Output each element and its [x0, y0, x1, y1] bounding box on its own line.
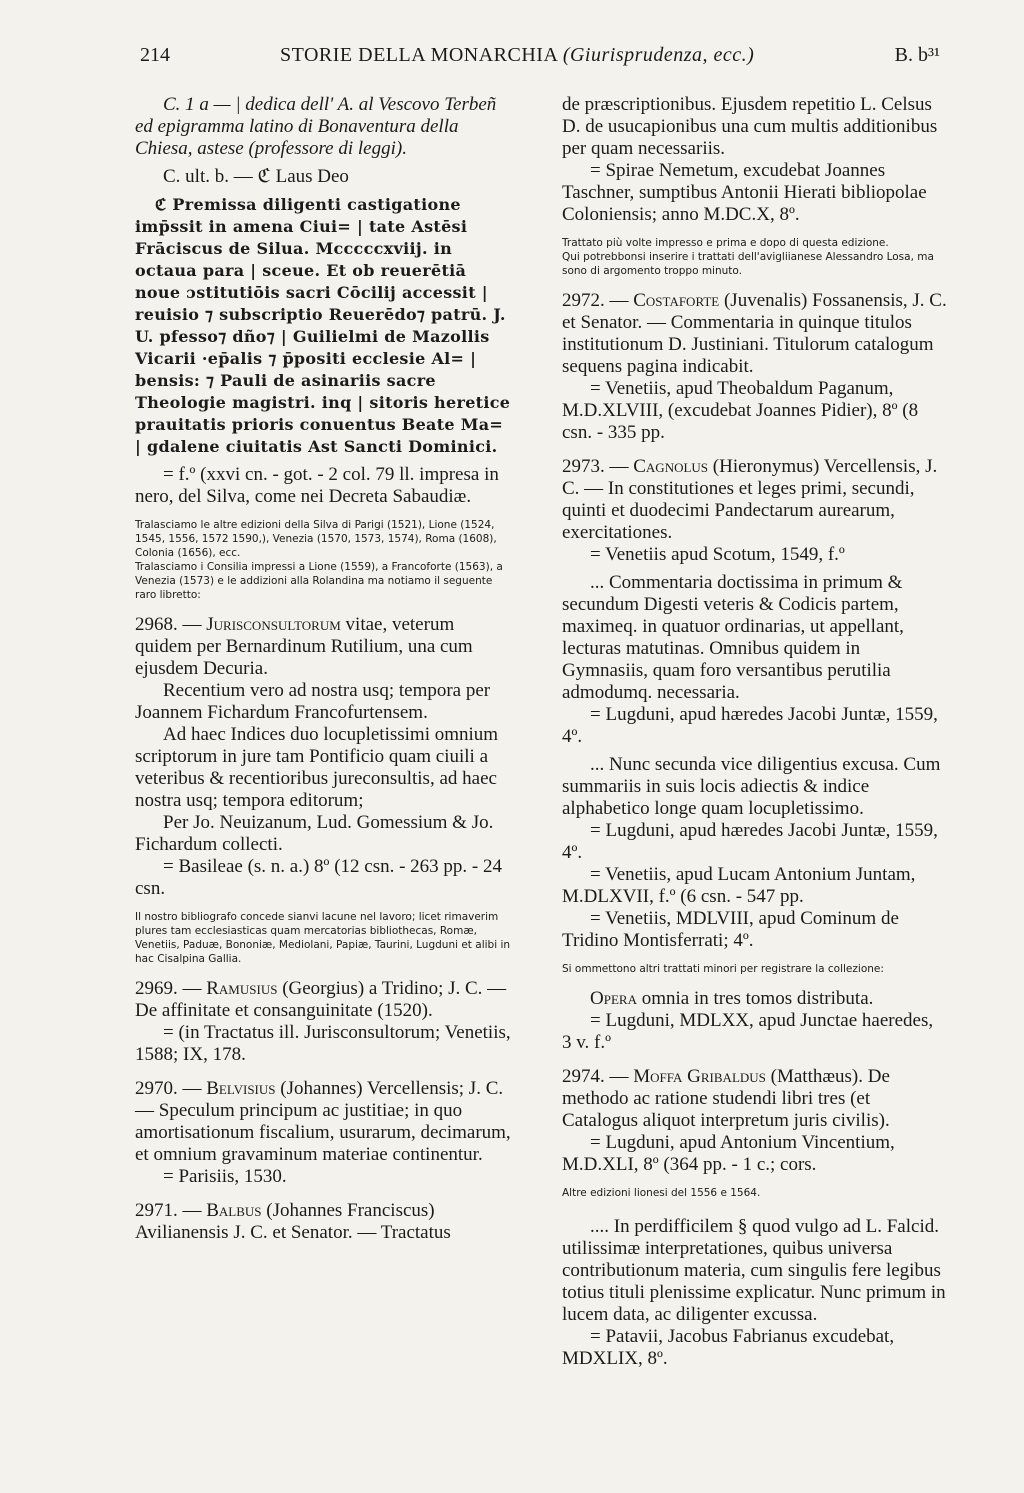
note-bibliographer: Il nostro bibliografo concede sianvi lacune nel lavoro; licet rimaverim plures tam ecclesiasticas quam mercatorias bibliothecas, Romæ, Venetiis, Paduæ, Bononiæ, Mediolani, Papiæ, Taurini, Lugduni et alibi in hac Cisalpina Gallia. — [135, 911, 511, 965]
entry-2974 — [562, 1066, 947, 1132]
entry-2973-imprint-5: = Venetiis, MDLVIII, apud Cominum de Tridino Montisferrati; 4º. — [562, 908, 899, 951]
entry-number: 2973. — — [562, 456, 629, 477]
entry-opera — [562, 988, 947, 1010]
entry-title: (Hieronymus) Vercellensis, J. C. — In constitutiones et leges primi, secundi, quinti et duodecimi Pandectarum aurearum, exercitationes. — [562, 456, 938, 543]
gothic-colophon: ℭ Premissa diligenti castigatione imp̄ssit in amena Ciui= | tate Astēsi Frāciscus de Silua. Mcccccxviij. in octaua para | sceue. Et ob reuerētiā noue ɔstitutiōis sacri Cōcilij accessit | reuisio ⁊ subscriptio Reuerēdo⁊ patrū. J. U. pfesso⁊ dño⁊ | Guilielmi de Mazollis Vicarii ·ep̄alis ⁊ p̄positi ecclesie Al= | bensis: ⁊ Pauli de asinariis sacre Theologie magistri. inq | sitoris heretice prauitatis prioris conuentus Beate Ma= | gdalene ciuitatis Ast Sancti Dominici. — [135, 195, 511, 456]
entry-author: Balbus — [206, 1200, 262, 1221]
entry-2973-imprint: = Venetiis apud Scotum, 1549, f.º — [590, 544, 845, 565]
entry-number: 2970. — — [135, 1078, 202, 1099]
entry-2973 — [562, 456, 947, 544]
entry-opera-imprint: = Lugduni, MDLXX, apud Junctae haeredes, 3 v. f.º — [562, 1010, 934, 1053]
entry-2971-continued: de præscriptionibus. Ejusdem repetitio L. Celsus D. de usucapionibus una cum multis additionibus per quam necessariis. — [562, 94, 938, 159]
left-column — [135, 94, 515, 1244]
note-lionesi: Altre edizioni lionesi del 1556 e 1564. — [562, 1187, 761, 1199]
format-note: = f.º (xxvi cn. - got. - 2 col. 79 ll. impresa in nero, del Silva, come nei Decreta Sabaudiæ. — [135, 464, 499, 507]
entry-author: Jurisconsultorum — [206, 614, 341, 635]
entry-title: vitae, veterum quidem per Bernardinum Rutilium, una cum ejusdem Decuria. — [135, 614, 473, 679]
entry-title: (Juvenalis) Fossanensis, J. C. et Senator. — Commentaria in quinque titulos institutionum D. Justiniani. Titulorum catalogum sequens pagina indicabit. — [562, 290, 947, 377]
entry-2968-imprint: = Basileae (s. n. a.) 8º (12 csn. - 263 pp. - 24 csn. — [135, 856, 503, 899]
entry-2971 — [135, 1200, 515, 1244]
entry-author: Costaforte — [633, 290, 720, 311]
entry-2972 — [562, 290, 947, 378]
page-number: 214 — [140, 44, 170, 66]
entry-author: Belvisius — [206, 1078, 276, 1099]
entry-2974-perdifficilem: .... In perdifficilem § quod vulgo ad L. Falcid. utilissimæ interpretationes, quibus universa contributionum materia, cum singulis fere legibus totius tituli plenissime explicatur. Nunc primum in lucem data, ac diligenter excussa. — [562, 1216, 946, 1325]
note-ommettono: Si ommettono altri trattati minori per registrare la collezione: — [562, 963, 884, 975]
entry-number: 2971. — — [135, 1200, 202, 1221]
running-title — [280, 44, 754, 67]
entry-number: 2974. — — [562, 1066, 629, 1087]
entry-author: Moffa Gribaldus — [633, 1066, 766, 1087]
right-column — [562, 94, 947, 1370]
entry-2968-recentium: Recentium vero ad nostra usq; tempora per Joannem Fichardum Francofurtensem. — [135, 680, 491, 723]
entry-author: Opera — [590, 988, 637, 1009]
entry-2973-commentaria: ... Commentaria doctissima in primum & secundum Digesti veteris & Codicis partem, maximeq. in quatuor ordinarias, ut appellant, lecturas matutinas. Omnibus quidem in Gymnasiis, quam foro versantibus perutilia admodumq. necessaria. — [562, 572, 904, 703]
entry-number: 2968. — — [135, 614, 202, 635]
note-consilia: Tralasciamo i Consilia impressi a Lione (1559), a Francoforte (1563), a Venezia (1573) e le addizioni alla Rolandina ma notiamo il seguente raro libretto: — [135, 561, 503, 601]
entry-2973-imprint-2: = Lugduni, apud hæredes Jacobi Juntæ, 1559, 4º. — [562, 704, 938, 747]
colophon-dedication: C. 1 a — | dedica dell' A. al Vescovo Terbeñ ed epigramma latino di Bonaventura della Chiesa, astese (professore di leggi). — [135, 94, 497, 159]
entry-author: Ramusius — [206, 978, 278, 999]
note-losa: Qui potrebbonsi inserire i trattati dell'avigliianese Alessandro Losa, ma sono di argomento troppo minuto. — [562, 251, 934, 277]
entry-title: (Matthæus). De methodo ac ratione studendi libri tres (et Catalogus aliquot interpretum juris civilis). — [562, 1066, 890, 1131]
entry-2970 — [135, 1078, 515, 1166]
entry-2971-imprint: = Spirae Nemetum, excudebat Joannes Taschner, sumptibus Antonii Hierati bibliopolae Coloniensis; anno M.DC.X, 8º. — [562, 160, 927, 225]
entry-2968-editors: Per Jo. Neuizanum, Lud. Gomessium & Jo. Fichardum collecti. — [135, 812, 494, 855]
running-title-paren: (Giurisprudenza, ecc.) — [562, 44, 755, 66]
running-title-main: STORIE DELLA MONARCHIA — [280, 44, 558, 66]
entry-title: omnia in tres tomos distributa. — [641, 988, 874, 1009]
entry-2969-imprint: = (in Tractatus ill. Jurisconsultorum; Venetiis, 1588; IX, 178. — [135, 1022, 511, 1065]
entry-2969 — [135, 978, 515, 1022]
entry-2974-imprint: = Lugduni, apud Antonium Vincentium, M.D.XLI, 8º (364 pp. - 1 c.; cors. — [562, 1132, 895, 1175]
note-trattato: Trattato più volte impresso e prima e dopo di questa edizione. — [562, 237, 889, 249]
entry-2972-imprint: = Venetiis, apud Theobaldum Paganum, M.D.XLVIII, (excudebat Joannes Pidier), 8º (8 csn. - 335 pp. — [562, 378, 919, 443]
entry-number: 2969. — — [135, 978, 202, 999]
entry-author: Cagnolus — [633, 456, 709, 477]
entry-title: (Johannes Franciscus) Avilianensis J. C. et Senator. — Tractatus — [135, 1200, 451, 1243]
signature-mark: B. b³¹ — [894, 44, 940, 66]
entry-title: (Georgius) a Tridino; J. C. — De affinitate et consanguinitate (1520). — [135, 978, 507, 1021]
note-silva-editions: Tralasciamo le altre edizioni della Silva di Parigi (1521), Lione (1524, 1545, 1556, 1572 1590,), Venezia (1570, 1573, 1574), Roma (1608), Colonia (1656), ecc. — [135, 519, 497, 559]
entry-2970-imprint: = Parisiis, 1530. — [163, 1166, 287, 1187]
entry-2974-imprint-2: = Patavii, Jacobus Fabrianus excudebat, MDXLIX, 8º. — [562, 1326, 895, 1369]
entry-2968 — [135, 614, 515, 680]
colophon-laus: C. ult. b. — ℭ Laus Deo — [163, 166, 349, 187]
entry-2968-indices: Ad haec Indices duo locupletissimi omnium scriptorum in jure tam Pontificio quam ciuili a veteribus & recentioribus jureconsultis, ad haec nostra usq; tempora editorum; — [135, 724, 499, 811]
entry-number: 2972. — — [562, 290, 629, 311]
entry-2973-nunc: ... Nunc secunda vice diligentius excusa. Cum summariis in suis locis adiectis & indice alphabetico longe quam locupletissimo. — [562, 754, 941, 819]
page-header — [140, 44, 940, 74]
entry-title: (Johannes) Vercellensis; J. C. — Speculum principum ac justitiae; in quo amortisationum fiscalium, usurarum, decimarum, et omnium gravaminum materiae continentur. — [135, 1078, 511, 1165]
entry-2973-imprint-3: = Lugduni, apud hæredes Jacobi Juntæ, 1559, 4º. — [562, 820, 938, 863]
entry-2973-imprint-4: = Venetiis, apud Lucam Antonium Juntam, M.DLXVII, f.º (6 csn. - 547 pp. — [562, 864, 916, 907]
